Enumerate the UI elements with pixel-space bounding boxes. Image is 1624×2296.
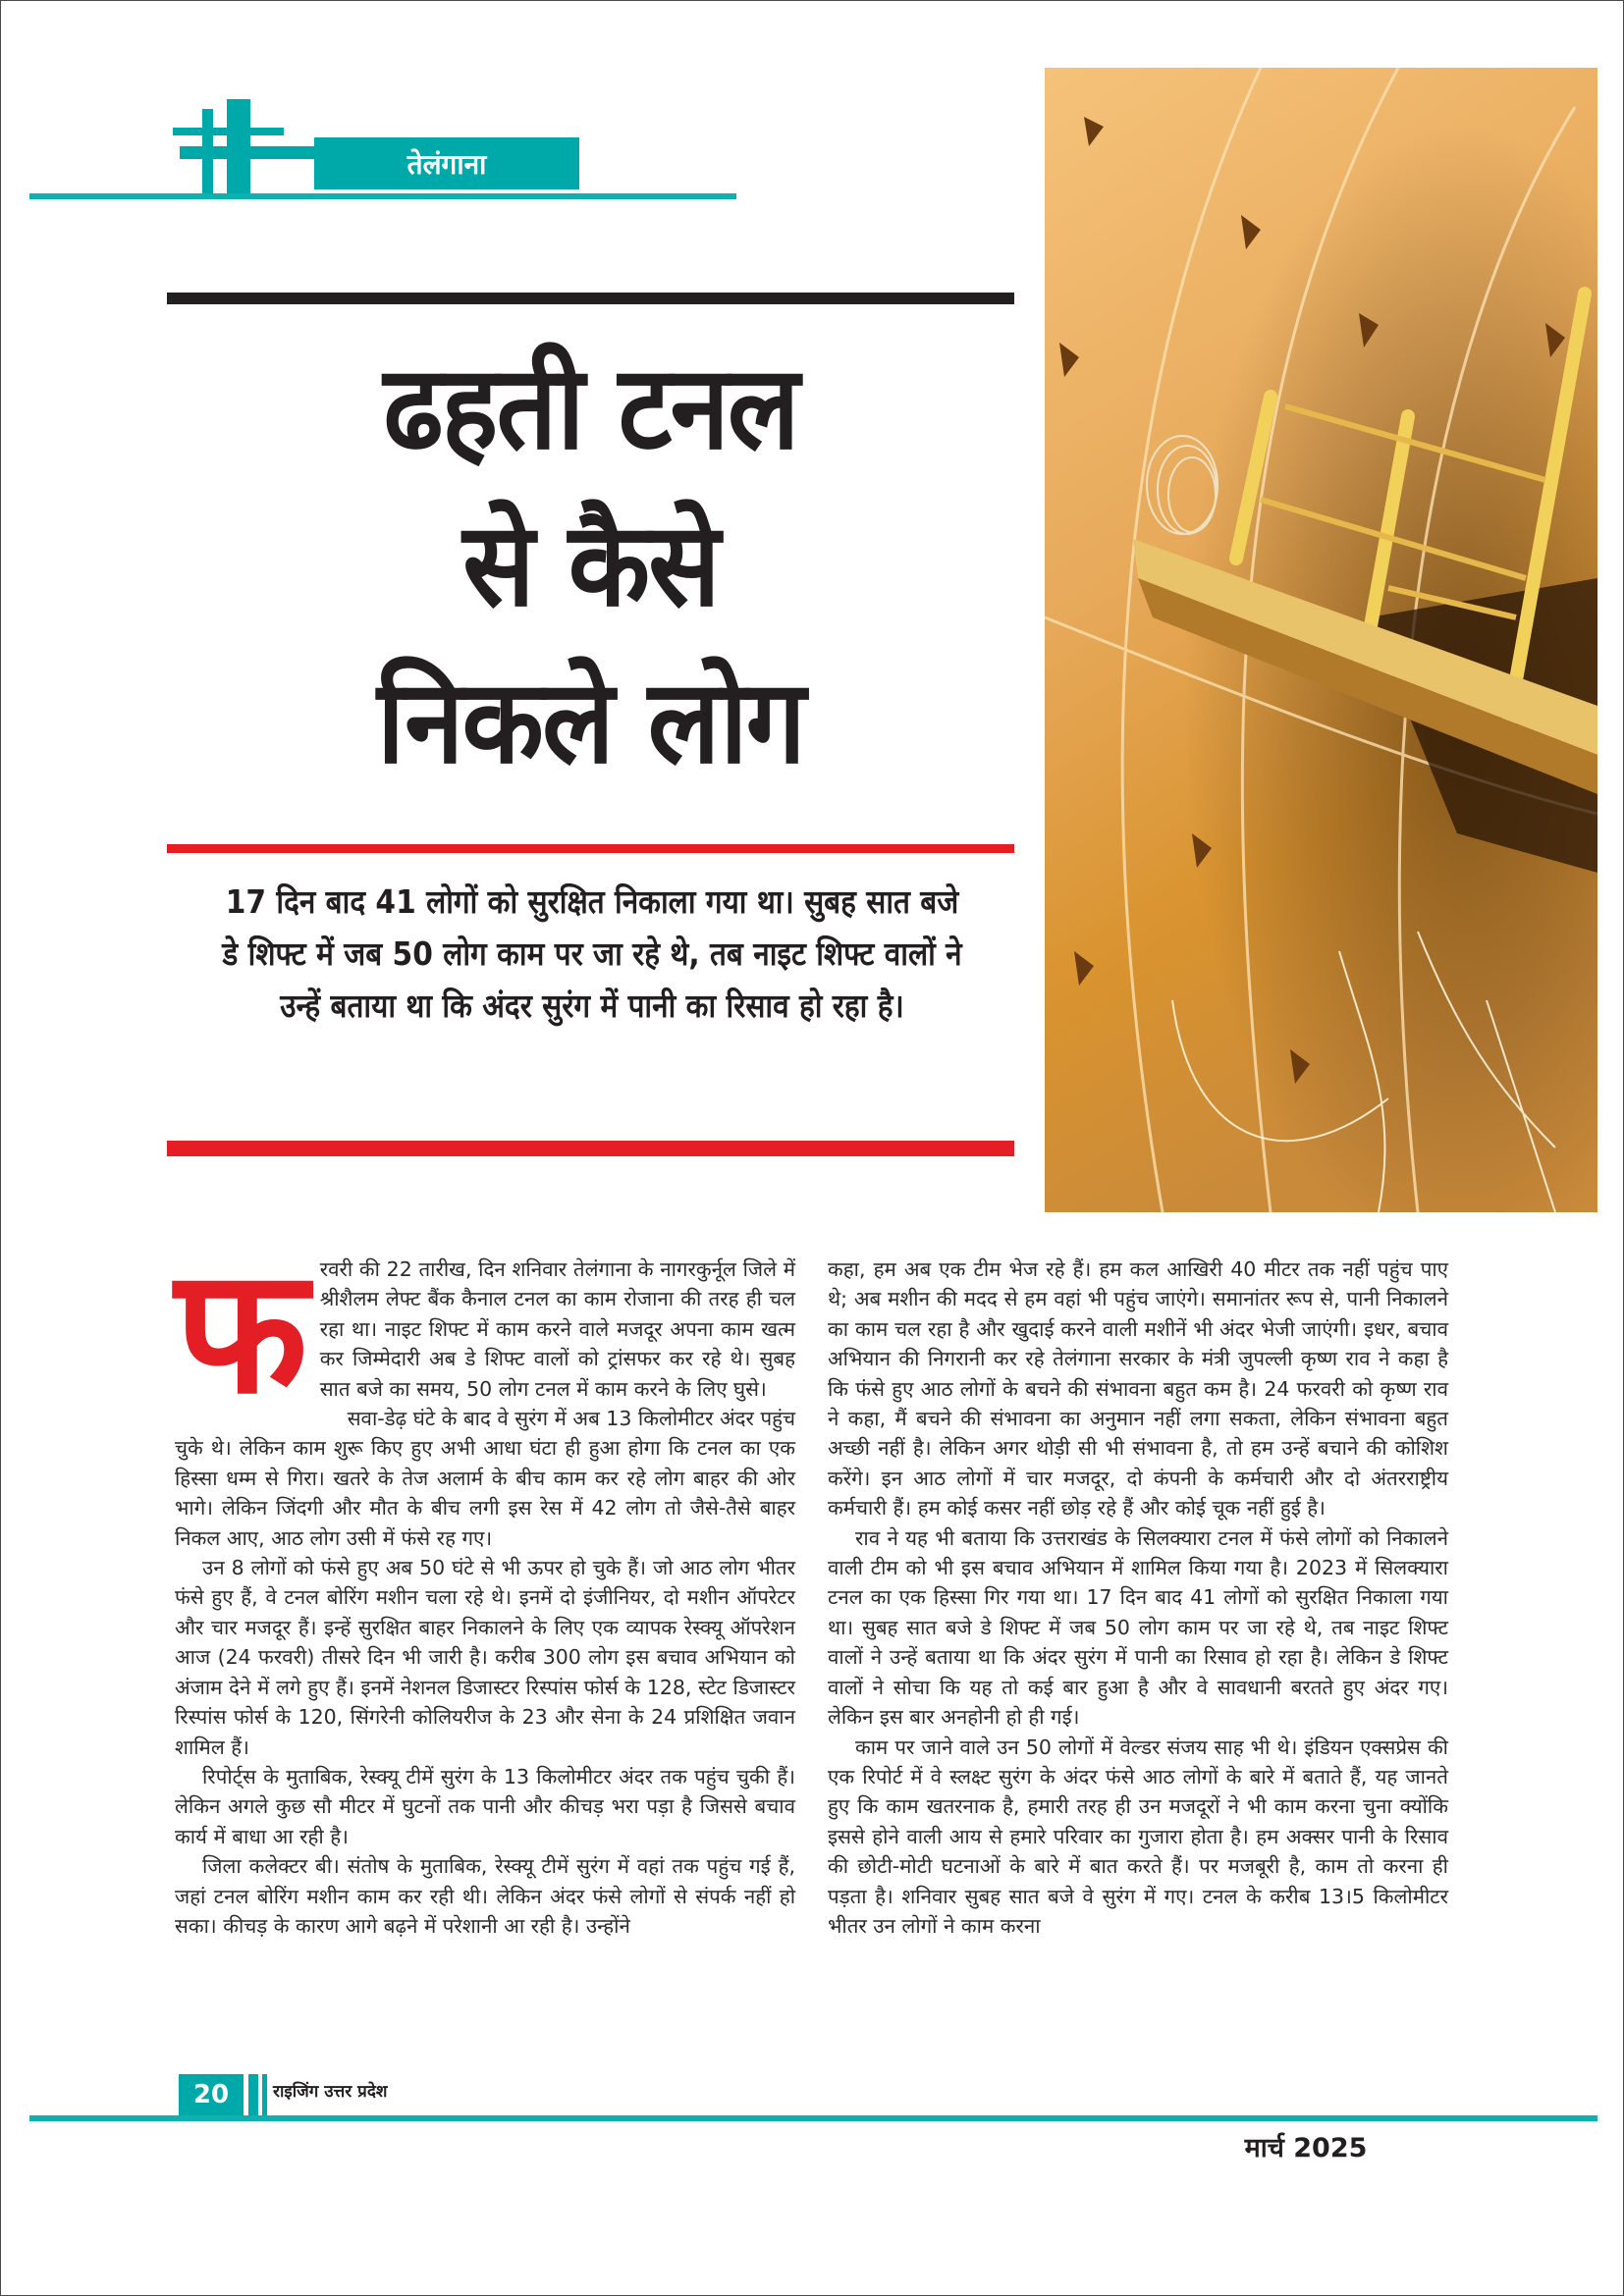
- magazine-name: राइजिंग उत्तर प्रदेश: [273, 2082, 388, 2102]
- footer-bar-decoration: [262, 2074, 267, 2115]
- headline: [201, 329, 981, 800]
- headline-line: निकले लोग: [377, 654, 804, 789]
- article-paragraph: रिपोर्ट्स के मुताबिक, रेस्क्यू टीमें सुरंग के 13 किलोमीटर अंदर तक पहुंच चुकी हैं। लेकिन अगले कुछ सौ मीटर में घुटनों तक पानी और कीचड़ भरा पड़ा है जिससे बचाव कार्य में बाधा आ रही है।: [175, 1764, 795, 1848]
- deck-bottom-rule: [167, 1141, 1014, 1156]
- section-label: तेलंगाना: [314, 137, 579, 189]
- footer-rule: [29, 2115, 1597, 2121]
- footer-bar-decoration: [248, 2074, 258, 2115]
- article-column-left: [175, 1231, 795, 1941]
- article-paragraph: जिला कलेक्टर बी। संतोष के मुताबिक, रेस्क्यू टीमें सुरंग में वहां तक पहुंच गई हैं, जहां टनल बोरिंग मशीन काम कर रही थी। लेकिन अंदर फंसे लोगों से संपर्क नहीं हो सका। कीचड़ के कारण आगे बढ़ने में परेशानी आ रही है। उन्होंने: [175, 1854, 795, 1938]
- dropcap: फ: [175, 1231, 308, 1432]
- article-column-right: [828, 1255, 1448, 1941]
- article-paragraph: सवा-डेढ़ घंटे के बाद वे सुरंग में अब 13 किलोमीटर अंदर पहुंच चुके थे। लेकिन काम शुरू किए हुए अभी आधा घंटा ही हुआ होगा कि टनल का एक हिस्सा धम्म से गिरा। खतरे के तेज अलार्म के बीच काम कर रहे लोग बाहर की ओर भागे। लेकिन जिंदगी और मौत के बीच लगी इस रेस में 42 लोग तो जैसे-तैसे बाहर निकल आए, आठ लोग उसी में फंसे रह गए।: [175, 1407, 795, 1550]
- headline-line: ढहती टनल: [383, 340, 798, 475]
- article-paragraph: उन 8 लोगों को फंसे हुए अब 50 घंटे से भी ऊपर हो चुके हैं। जो आठ लोग भीतर फंसे हुए हैं, वे टनल बोरिंग मशीन चला रहे थे। इनमें दो इंजीनियर, दो मशीन ऑपरेटर और चार मजदूर हैं। इन्हें सुरक्षित बाहर निकालने के लिए एक व्यापक रेस्क्यू ऑपरेशन आज (24 फरवरी) तीसरे दिन भी जारी है। करीब 300 लोग इस बचाव अभियान को अंजाम देने में लगे हुए हैं। इनमें नेशनल डिजास्टर रिस्पांस फोर्स के 128, स्टेट डिजास्टर रिस्पांस फोर्स के 120, सिंगरेनी कोलियरीज के 23 और सेना के 24 प्रशिक्षित जवान शामिल हैं।: [175, 1556, 795, 1759]
- article-paragraph: कहा, हम अब एक टीम भेज रहे हैं। हम कल आखिरी 40 मीटर तक नहीं पहुंच पाए थे; अब मशीन की मदद से हम वहां भी पहुंच जाएंगे। समानांतर रूप से, पानी निकालने का काम चल रहा है और खुदाई करने वाली मशीनें भी अंदर भेजी जाएंगी। इधर, बचाव अभियान की निगरानी कर रहे तेलंगाना सरकार के मंत्री जुपल्ली कृष्ण राव ने कहा है कि फंसे हुए आठ लोगों के बचने की संभावना बहुत कम है। 24 फरवरी को कृष्ण राव ने कहा, मैं बचने की संभावना का अनुमान नहीं लगा सकता, लेकिन संभावना बहुत अच्छी नहीं है। लेकिन अगर थोड़ी सी भी संभावना है, तो हम उन्हें बचाने की कोशिश करेंगे। इन आठ लोगों में चार मजदूर, दो कंपनी के कर्मचारी और दो अंतरराष्ट्रीय कर्मचारी हैं। हम कोई कसर नहीं छोड़ रहे हैं और कोई चूक नहीं हुई है।: [828, 1257, 1448, 1521]
- article-paragraph: काम पर जाने वाले उन 50 लोगों में वेल्डर संजय साह भी थे। इंडियन एक्सप्रेस की एक रिपोर्ट में वे स्लक्ष्ट सुरंग के अंदर फंसे आठ लोगों के बारे में बताते हैं, यह जानते हुए कि काम खतरनाक है, हमारी तरह ही उन मजदूरों ने भी काम करना चुना क्योंकि इससे होने वाली आय से हमारे परिवार का गुजारा होता है। हम अक्सर पानी के रिसाव की छोटी-मोटी घटनाओं के बारे में बात करते हैं। पर मजबूरी है, काम तो करना ही पड़ता है। शनिवार सुबह सात बजे वे सुरंग में गए। टनल के करीब 13।5 किलोमीटर भीतर उन लोगों ने काम करना: [828, 1735, 1448, 1938]
- collapsed-tunnel-photo: [1045, 68, 1597, 1212]
- page-number: 20: [179, 2074, 244, 2115]
- header-rule: [29, 193, 736, 199]
- issue-date: मार्च 2025: [1244, 2133, 1368, 2163]
- article-paragraph: रवरी की 22 तारीख, दिन शनिवार तेलंगाना के नागरकुर्नूल जिले में श्रीशैलम लेफ्ट बैंक कैनाल टनल का काम रोजाना की तरह ही चल रहा था। नाइट शिफ्ट में काम करने वाले मजदूर अपना काम खत्म कर जिम्मेदारी अब डे शिफ्ट वालों को ट्रांसफर कर रहे थे। सुबह सात बजे का समय, 50 लोग टनल में काम करने के लिए घुसे।: [319, 1257, 795, 1401]
- headline-line: से कैसे: [462, 497, 719, 632]
- deck-top-rule: [167, 844, 1014, 853]
- article-paragraph: राव ने यह भी बताया कि उत्तराखंड के सिलक्यारा टनल में फंसे लोगों को निकालने वाली टीम को भी इस बचाव अभियान में शामिल किया गया है। 2023 में सिलक्यारा टनल का एक हिस्सा गिर गया था। 17 दिन बाद 41 लोगों को सुरक्षित निकाला गया था। सुबह सात बजे डे शिफ्ट में जब 50 लोग काम पर जा रहे थे, तब नाइट शिफ्ट वालों ने उन्हें बताया था कि अंदर सुरंग में पानी का रिसाव हो रहा है। लेकिन डे शिफ्ट वालों ने सोचा कि यह तो कई बार हुआ है और वे सावधानी बरतते हुए अंदर गए। लेकिन इस बार अनहोनी हो ही गई।: [828, 1525, 1448, 1730]
- deck-text: 17 दिन बाद 41 लोगों को सुरक्षित निकाला गया था। सुबह सात बजे डे शिफ्ट में जब 50 लोग काम पर जा रहे थे, तब नाइट शिफ्ट वालों ने उन्हें बताया था कि अंदर सुरंग में पानी का रिसाव हो रहा है।: [222, 882, 962, 1025]
- headline-top-rule: [167, 293, 1014, 304]
